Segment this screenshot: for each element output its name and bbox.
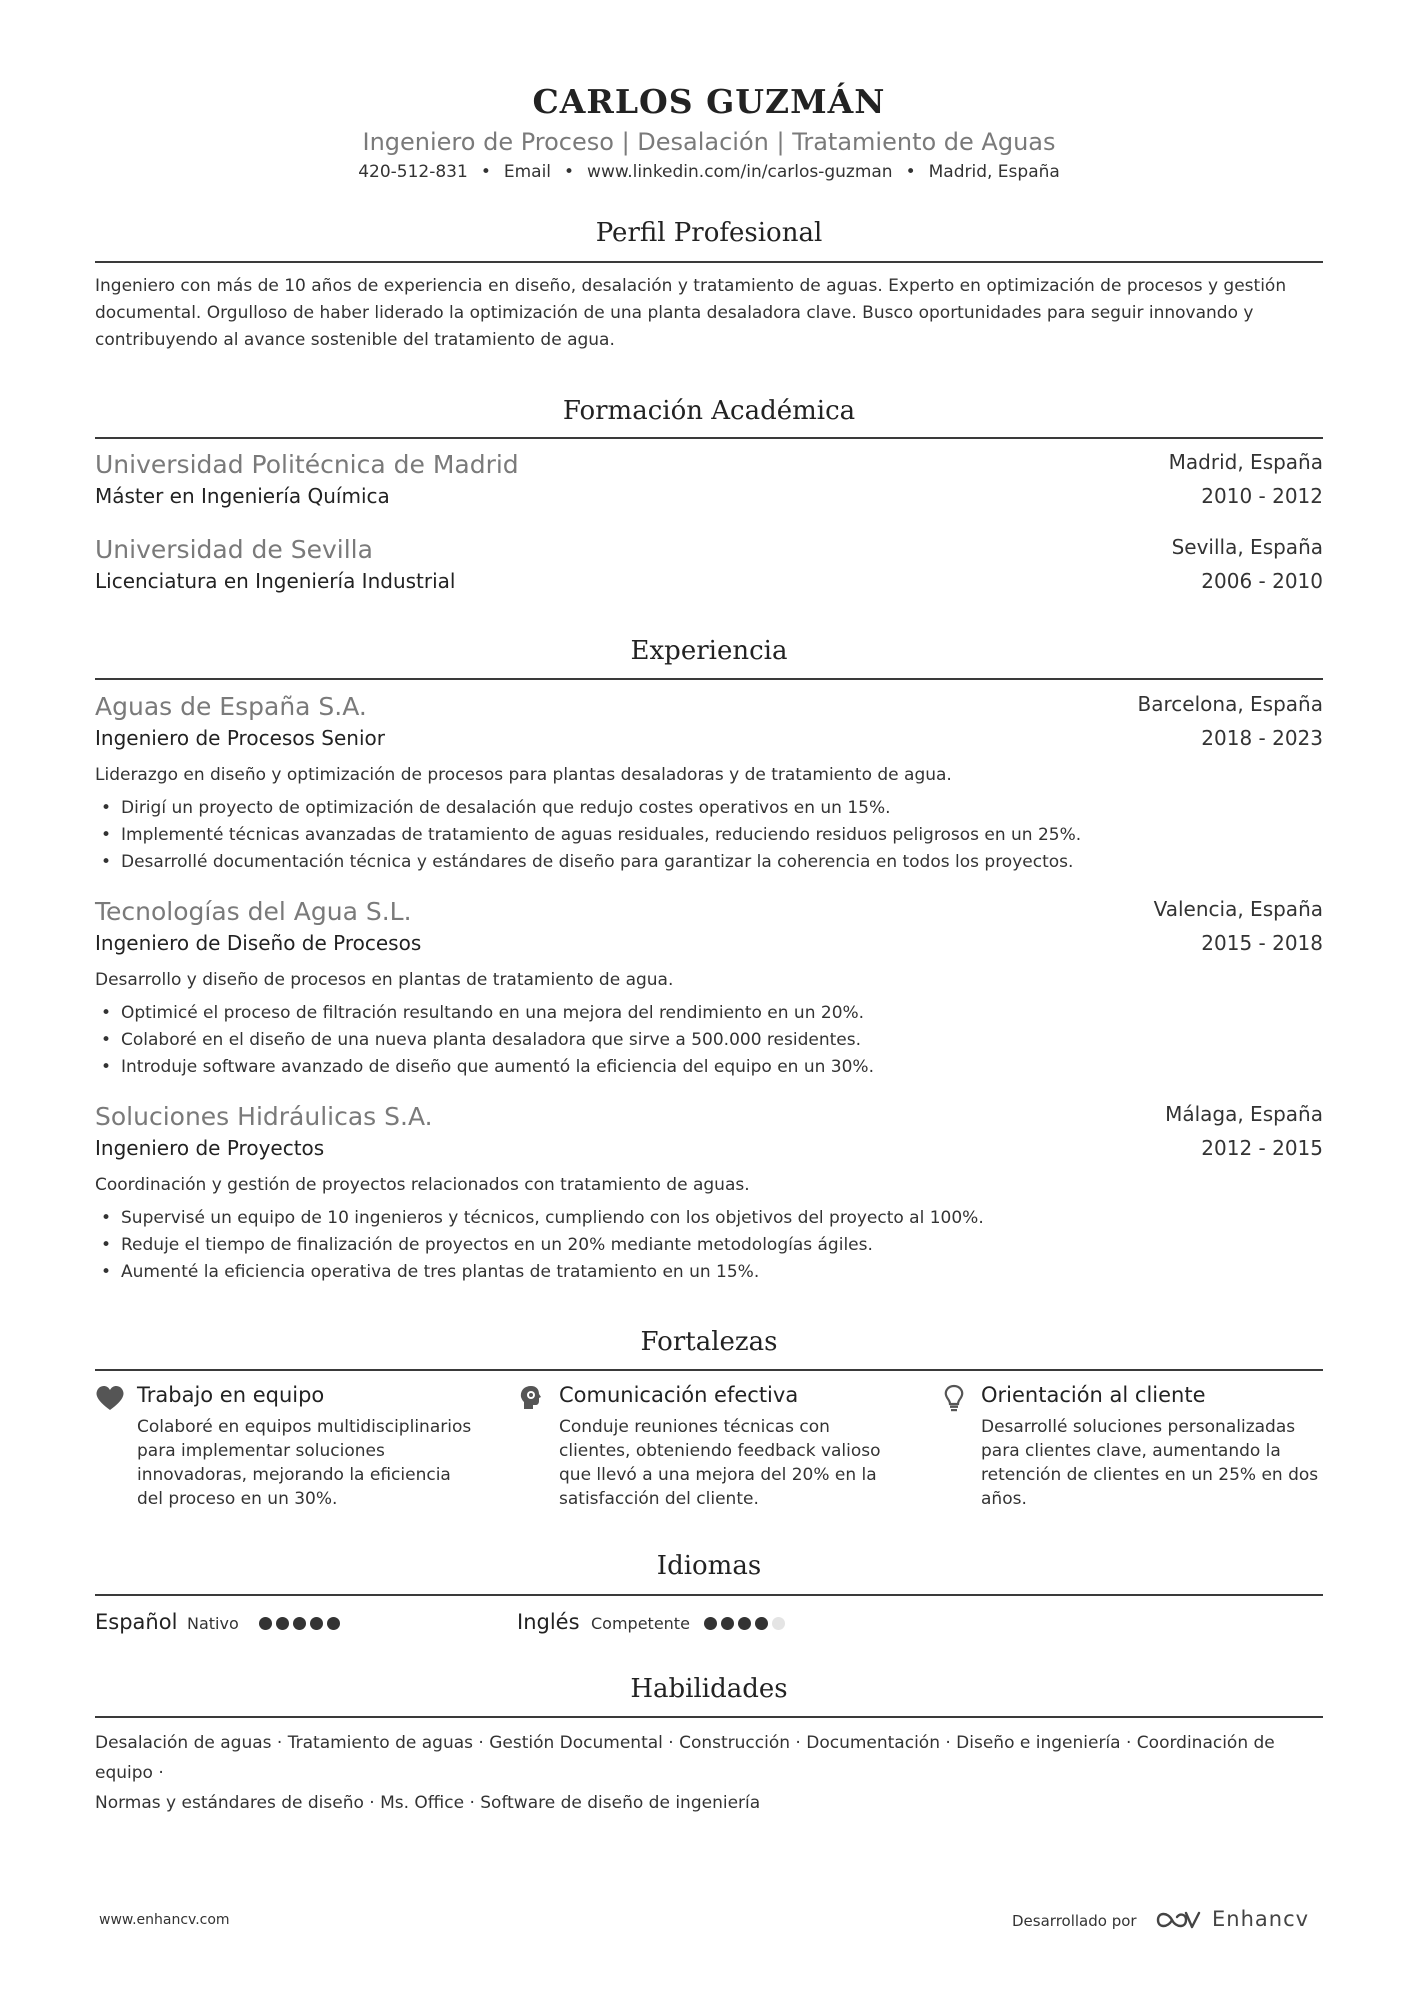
job-dates: 2012 - 2015	[1201, 1136, 1323, 1160]
rating-dot-filled	[276, 1617, 289, 1630]
language-item	[95, 1610, 495, 1640]
list-item: • Optimicé el proceso de filtración resultando en una mejora del rendimiento en un 20%.	[95, 1000, 874, 1027]
lightbulb-icon	[939, 1383, 969, 1413]
skills-line: Normas y estándares de diseño · Ms. Office · Software de diseño de ingeniería	[95, 1793, 761, 1813]
school-location: Sevilla, España	[1171, 535, 1323, 559]
job-role: Ingeniero de Diseño de Procesos	[95, 931, 422, 955]
job-dates: 2018 - 2023	[1201, 726, 1323, 750]
language-name: Inglés	[517, 1610, 580, 1634]
rating-dot-filled	[327, 1617, 340, 1630]
strength-text: Colaboré en equipos multidisciplinarios para implementar soluciones innovadoras, mejorando la eficiencia del proceso en un 30%.	[137, 1417, 472, 1509]
skills-heading: Habilidades	[630, 1674, 788, 1704]
list-item: • Desarrollé documentación técnica y estándares de diseño para garantizar la coherencia en todos los proyectos.	[95, 849, 1081, 876]
rating-dot-filled	[293, 1617, 306, 1630]
language-name: Español	[95, 1610, 178, 1634]
rating-dot-empty	[772, 1617, 785, 1630]
company-name: Soluciones Hidráulicas S.A.	[95, 1102, 433, 1131]
contact-location: Madrid, España	[928, 162, 1060, 182]
language-level: Nativo	[187, 1614, 239, 1633]
list-item: • Reduje el tiempo de finalización de proyectos en un 20% mediante metodologías ágiles.	[95, 1232, 984, 1259]
strength-title: Orientación al cliente	[981, 1383, 1206, 1407]
contact-phone: 420-512-831	[358, 162, 468, 182]
divider	[95, 437, 1323, 439]
job-dates: 2015 - 2018	[1201, 931, 1323, 955]
contact-linkedin[interactable]: www.linkedin.com/in/carlos-guzman	[587, 162, 893, 182]
school-location: Madrid, España	[1168, 450, 1323, 474]
rating-dot-filled	[738, 1617, 751, 1630]
job-bullets	[95, 1000, 874, 1081]
company-location: Valencia, España	[1153, 897, 1323, 921]
divider	[95, 1369, 1323, 1371]
company-name: Tecnologías del Agua S.L.	[95, 897, 412, 926]
company-location: Barcelona, España	[1137, 692, 1323, 716]
job-description: Liderazgo en diseño y optimización de procesos para plantas desaladoras y de tratamiento de agua.	[95, 765, 952, 785]
company-name: Aguas de España S.A.	[95, 692, 367, 721]
footer-website[interactable]: www.enhancv.com	[99, 1912, 230, 1928]
degree: Licenciatura en Ingeniería Industrial	[95, 569, 456, 593]
strength-title: Comunicación efectiva	[559, 1383, 799, 1407]
list-item: • Aumenté la eficiencia operativa de tres plantas de tratamiento en un 15%.	[95, 1259, 984, 1286]
education-dates: 2006 - 2010	[1201, 569, 1323, 593]
brand-name: Enhancv	[1212, 1907, 1310, 1931]
education-dates: 2010 - 2012	[1201, 484, 1323, 508]
divider	[95, 1594, 1323, 1596]
rating-dot-filled	[721, 1617, 734, 1630]
rating-dot-filled	[259, 1617, 272, 1630]
rating-dot-filled	[755, 1617, 768, 1630]
languages-heading: Idiomas	[656, 1551, 762, 1581]
job-bullets	[95, 795, 1081, 876]
speaking-head-icon	[517, 1383, 547, 1413]
list-item: • Implementé técnicas avanzadas de tratamiento de aguas residuales, reduciendo residuos peligrosos en un 25%.	[95, 822, 1081, 849]
profile-summary: Ingeniero con más de 10 años de experiencia en diseño, desalación y tratamiento de aguas. Experto en optimización de procesos y gestión documental. Orgulloso de haber liderado la optimización de una planta desaladora clave. Busco oportunidades para seguir innovando y contribuyendo al avance sostenible del tratamiento de agua.	[95, 276, 1287, 350]
skills-line: Desalación de aguas · Tratamiento de aguas · Gestión Documental · Construcción · Documentación · Diseño e ingeniería · Coordinación de equipo ·	[95, 1733, 1275, 1783]
enhancv-logo-icon	[1154, 1908, 1202, 1932]
company-location: Málaga, España	[1165, 1102, 1323, 1126]
rating-dot-filled	[310, 1617, 323, 1630]
education-heading: Formación Académica	[562, 396, 856, 426]
list-item: • Supervisé un equipo de 10 ingenieros y técnicos, cumpliendo con los objetivos del proyecto al 100%.	[95, 1205, 984, 1232]
profile-heading: Perfil Profesional	[595, 218, 823, 248]
job-bullets	[95, 1205, 984, 1286]
divider	[95, 678, 1323, 680]
language-level: Competente	[591, 1614, 690, 1633]
powered-by-label: Desarrollado por	[1012, 1912, 1137, 1930]
divider	[95, 1716, 1323, 1718]
job-role: Ingeniero de Procesos Senior	[95, 726, 385, 750]
job-description: Desarrollo y diseño de procesos en plantas de tratamiento de agua.	[95, 970, 674, 990]
school-name: Universidad de Sevilla	[95, 535, 373, 564]
job-role: Ingeniero de Proyectos	[95, 1136, 325, 1160]
strengths-heading: Fortalezas	[640, 1327, 778, 1357]
job-description: Coordinación y gestión de proyectos relacionados con tratamiento de aguas.	[95, 1175, 750, 1195]
skills-list	[95, 1728, 1323, 1818]
contact-email[interactable]: Email	[503, 162, 552, 182]
language-rating	[704, 1617, 789, 1631]
strength-title: Trabajo en equipo	[137, 1383, 325, 1407]
list-item: • Colaboré en el diseño de una nueva planta desaladora que sirve a 500.000 residentes.	[95, 1027, 874, 1054]
candidate-title: Ingeniero de Proceso | Desalación | Tratamiento de Aguas	[362, 128, 1056, 156]
contact-line: 420-512-831 • Email • www.linkedin.com/in/carlos-guzman • Madrid, España	[358, 162, 1060, 182]
degree: Máster en Ingeniería Química	[95, 484, 390, 508]
school-name: Universidad Politécnica de Madrid	[95, 450, 519, 479]
strength-text: Conduje reuniones técnicas con clientes, obteniendo feedback valioso que llevó a una mejora del 20% en la satisfacción del cliente.	[559, 1417, 881, 1509]
rating-dot-filled	[704, 1617, 717, 1630]
candidate-name: CARLOS GUZMÁN	[532, 82, 886, 121]
list-item: • Dirigí un proyecto de optimización de desalación que redujo costes operativos en un 15%.	[95, 795, 1081, 822]
list-item: • Introduje software avanzado de diseño que aumentó la eficiencia del equipo en un 30%.	[95, 1054, 874, 1081]
language-item	[517, 1610, 917, 1640]
strength-text: Desarrollé soluciones personalizadas para clientes clave, aumentando la retención de clientes en un 25% en dos años.	[981, 1417, 1319, 1509]
language-rating	[259, 1617, 344, 1631]
experience-heading: Experiencia	[630, 636, 788, 666]
heart-icon	[95, 1383, 125, 1413]
divider	[95, 261, 1323, 263]
